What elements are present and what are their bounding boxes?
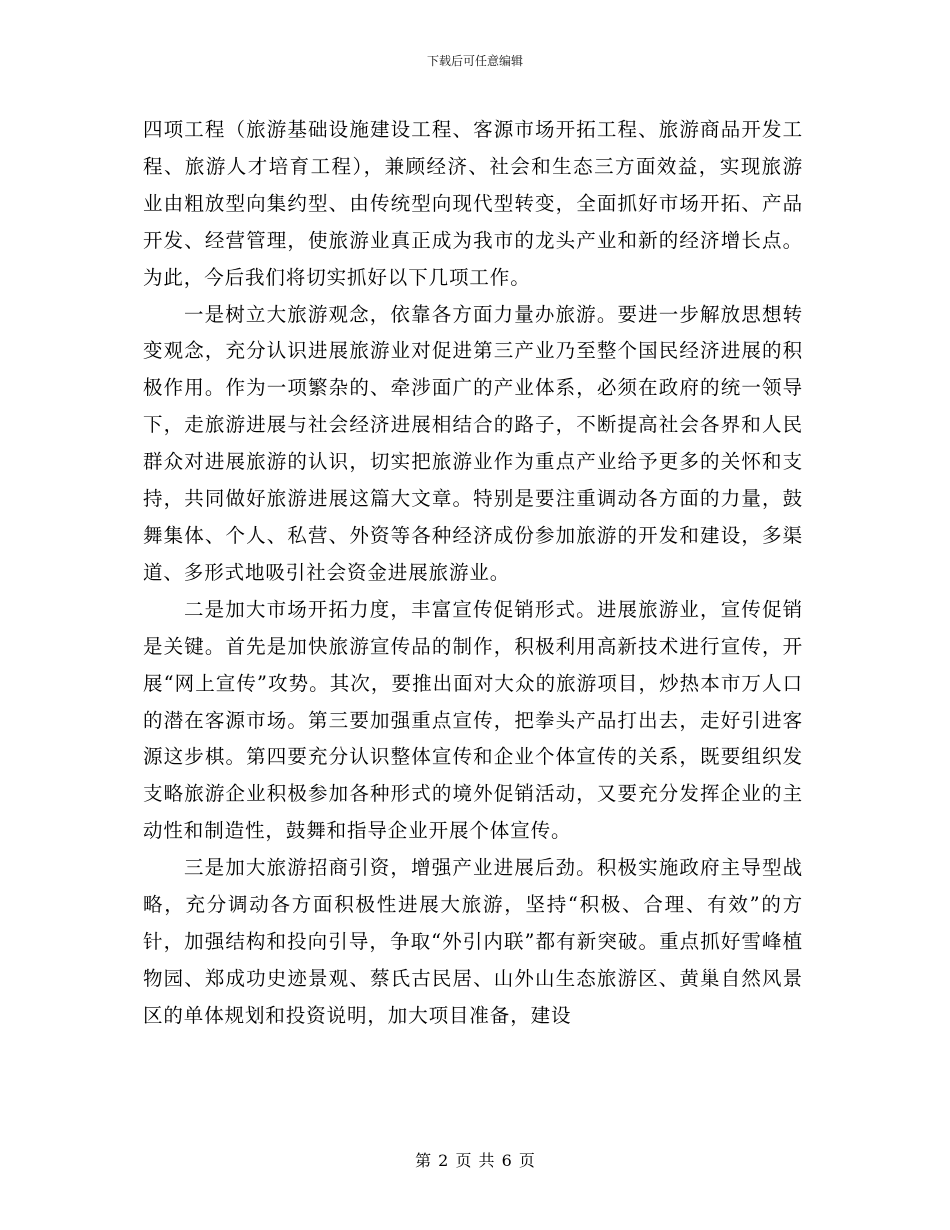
paragraph-item-3: 三是加大旅游招商引资，增强产业进展后劲。积极实施政府主导型战略，充分调动各方面积极性进展大旅游，坚持“积极、合理、有效”的方针，加强结构和投向引导，争取“外引内联”都有新突破。重点抓好雪峰植物园、郑成功史迹景观、蔡氏古民居、山外山生态旅游区、黄巢自然风景区的单体规划和投资说明，加大项目准备，建设 <box>143 856 803 1027</box>
paragraph-item-1: 一是树立大旅游观念，依靠各方面力量办旅游。要进一步解放思想转变观念，充分认识进展旅游业对促进第三产业乃至整个国民经济进展的积极作用。作为一项繁杂的、牵涉面广的产业体系，必须在政府的统一领导下，走旅游进展与社会经济进展相结合的路子，不断提高社会各界和人民群众对进展旅游的认识，切实把旅游业作为重点产业给予更多的关怀和支持，共同做好旅游进展这篇大文章。特别是要注重调动各方面的力量，鼓舞集体、个人、私营、外资等各种经济成份参加旅游的开发和建设，多渠道、多形式地吸引社会资金进展旅游业。 <box>143 302 803 584</box>
paragraph-item-2: 二是加大市场开拓力度，丰富宣传促销形式。进展旅游业，宣传促销是关键。首先是加快旅游宣传品的制作，积极利用高新技术进行宣传，开展“网上宣传”攻势。其次，要推出面对大众的旅游项目，炒热本市万人口的潜在客源市场。第三要加强重点宣传，把拳头产品打出去，走好引进客源这步棋。第四要充分认识整体宣传和企业个体宣传的关系，既要组织发支略旅游企业积极参加各种形式的境外促销活动，又要充分发挥企业的主动性和制造性，鼓舞和指导企业开展个体宣传。 <box>143 597 803 843</box>
page-number-footer: 第 2 页 共 6 页 <box>415 1151 535 1170</box>
paragraph-continuation: 四项工程（旅游基础设施建设工程、客源市场开拓工程、旅游商品开发工程、旅游人才培育工程），兼顾经济、社会和生态三方面效益，实现旅游业由粗放型向集约型、由传统型向现代型转变，全面抓好市场开拓、产品开发、经营管理，使旅游业真正成为我市的龙头产业和新的经济增长点。为此，今后我们将切实抓好以下几项工作。 <box>143 118 803 289</box>
page-header: 下载后可任意编辑 <box>426 54 523 68</box>
document-body <box>143 112 803 1035</box>
